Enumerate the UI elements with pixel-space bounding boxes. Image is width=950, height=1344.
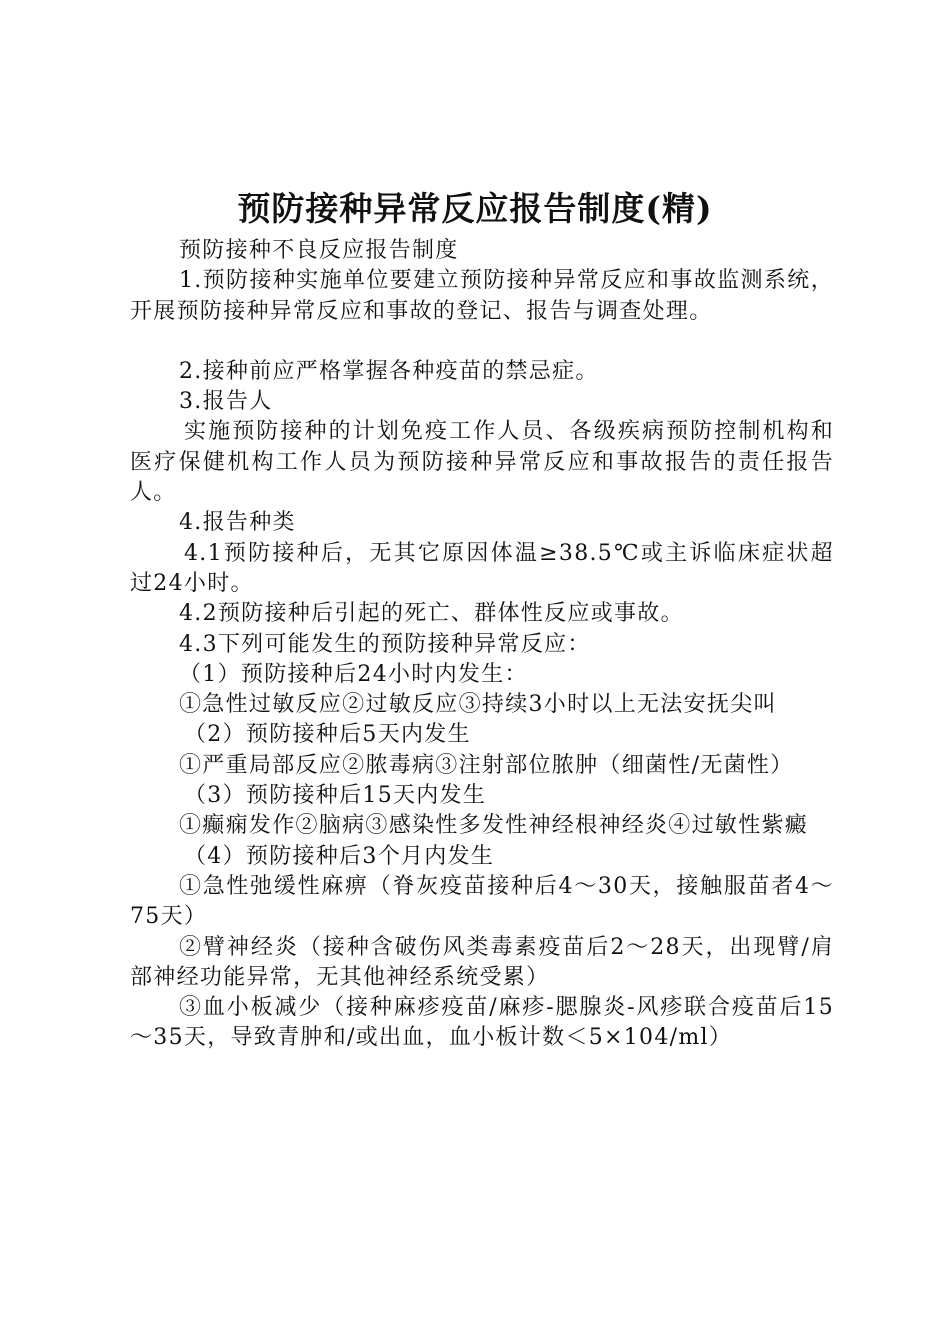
paragraph-sub-4-detail-3: ③血小板减少（接种麻疹疫苗/麻疹-腮腺炎-风疹联合疫苗后15～35天，导致青肿和/或出血，血小板计数＜5×104/ml） [130, 995, 834, 1051]
paragraph-sub-3-detail: ①癫痫发作②脑病③感染性多发性神经根神经炎④过敏性紫癜 [179, 813, 809, 839]
paragraph-sub-1-detail: ①急性过敏反应②过敏反应③持续3小时以上无法安抚尖叫 [179, 692, 777, 718]
document-title: 预防接种异常反应报告制度(精) [237, 189, 713, 228]
paragraph-sub-1: （1）预防接种后24小时内发生： [179, 661, 528, 687]
document-body [130, 236, 834, 1054]
paragraph-item-4-1: 4.1预防接种后，无其它原因体温≥38.5℃或主诉临床症状超过24小时。 [130, 540, 834, 596]
paragraph-reporter: 实施预防接种的计划免疫工作人员、各级疾病预防控制机构和医疗保健机构工作人员为预防接种异常反应和事故报告的责任报告人。 [130, 419, 834, 506]
paragraph-item-4-3: 4.3下列可能发生的预防接种异常反应： [179, 631, 591, 657]
paragraph-sub-2: （2）预防接种后5天内发生 [184, 722, 471, 748]
paragraph-sub-4: （4）预防接种后3个月内发生 [184, 843, 495, 869]
paragraph-gap [130, 327, 834, 357]
paragraph-sub-3: （3）预防接种后15天内发生 [184, 783, 487, 809]
paragraph-sub-4-detail-2: ②臂神经炎（接种含破伤风类毒素疫苗后2～28天，出现臂/肩部神经功能异常，无其他神经系统受累） [130, 934, 834, 990]
paragraph-item-2: 2.接种前应严格掌握各种疫苗的禁忌症。 [179, 358, 599, 384]
paragraph-subtitle: 预防接种不良反应报告制度 [179, 238, 459, 263]
paragraph-sub-4-detail-1: ①急性弛缓性麻痹（脊灰疫苗接种后4～30天，接触服苗者4～75天） [130, 873, 834, 930]
paragraph-sub-2-detail: ①严重局部反应②脓毒病③注射部位脓肿（细菌性/无菌性） [179, 752, 794, 778]
paragraph-item-3: 3.报告人 [179, 389, 273, 415]
paragraph-item-1: 1.预防接种实施单位要建立预防接种异常反应和事故监测系统，开展预防接种异常反应和事故的登记、报告与调查处理。 [130, 268, 834, 324]
paragraph-item-4: 4.报告种类 [179, 510, 296, 536]
paragraph-item-4-2: 4.2预防接种后引起的死亡、群体性反应或事故。 [179, 601, 684, 627]
